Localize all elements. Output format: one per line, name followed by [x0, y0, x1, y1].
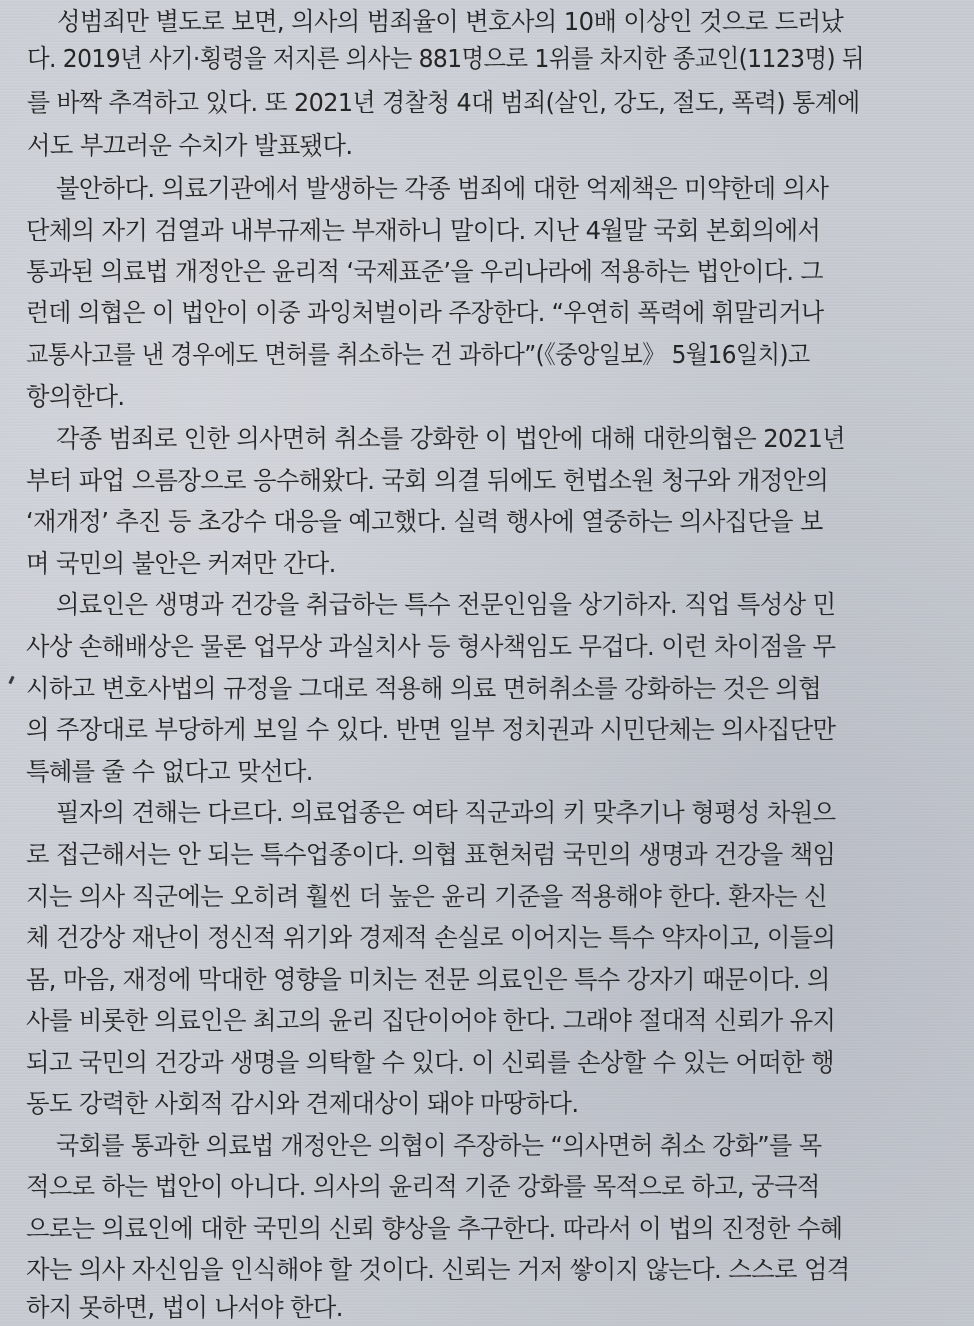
text-line: 사상 손해배상은 물론 업무상 과실치사 등 형사책임도 무겁다. 이런 차이점을 무: [26, 632, 836, 661]
text-line: 항의한다.: [26, 382, 125, 411]
text-line: 사를 비롯한 의료인은 최고의 윤리 집단이어야 한다. 그래야 절대적 신뢰가 유지: [26, 1006, 836, 1035]
text-line: 의료인은 생명과 건강을 취급하는 특수 전문인임을 상기하자. 직업 특성상 민: [56, 590, 836, 619]
text-line: 단체의 자기 검열과 내부규제는 부재하니 말이다. 지난 4월말 국회 본회의에서: [26, 216, 821, 245]
text-line: 동도 강력한 사회적 감시와 견제대상이 돼야 마땅하다.: [26, 1089, 579, 1118]
text-line: 자는 의사 자신임을 인식해야 할 것이다. 신뢰는 거저 쌓이지 않는다. 스스로 엄격: [26, 1255, 850, 1284]
text-line: 으로는 의료인에 대한 국민의 신뢰 향상을 추구한다. 따라서 이 법의 진정한 수혜: [26, 1214, 843, 1243]
text-line: 의 주장대로 부당하게 보일 수 있다. 반면 일부 정치권과 시민단체는 의사집단만: [26, 715, 836, 744]
text-line: 체 건강상 재난이 정신적 위기와 경제적 손실로 이어지는 특수 약자이고, 이들의: [26, 923, 836, 952]
text-line: 특혜를 줄 수 없다고 맞선다.: [26, 757, 313, 786]
text-line: 불안하다. 의료기관에서 발생하는 각종 범죄에 대한 억제책은 미약한데 의사: [56, 174, 829, 203]
text-line: 하지 못하면, 법이 나서야 한다.: [26, 1293, 343, 1322]
text-line: 시하고 변호사법의 규정을 그대로 적용해 의료 면허취소를 강화하는 것은 의협: [26, 674, 822, 703]
text-line: 며 국민의 불안은 커져만 간다.: [26, 549, 336, 578]
text-line: 지는 의사 직군에는 오히려 훨씬 더 높은 윤리 기준을 적용해야 한다. 환자는 신: [26, 882, 827, 911]
text-line: 런데 의협은 이 법안이 이중 과잉처벌이라 주장한다. “우연히 폭력에 휘말리거나: [26, 298, 824, 327]
text-line: ‘재개정’ 추진 등 초강수 대응을 예고했다. 실력 행사에 열중하는 의사집단을 보: [26, 507, 823, 536]
text-line: 부터 파업 으름장으로 응수해왔다. 국회 의결 뒤에도 헌법소원 청구와 개정안의: [26, 466, 829, 495]
text-line: 를 바짝 추격하고 있다. 또 2021년 경찰청 4대 범죄(살인, 강도, 절도, 폭력) 통계에: [27, 88, 860, 117]
text-line: 되고 국민의 건강과 생명을 의탁할 수 있다. 이 신뢰를 손상할 수 있는 어떠한 행: [26, 1048, 834, 1077]
text-line: 국회를 통과한 의료법 개정안은 의협이 주장하는 “의사면허 취소 강화”를 목: [56, 1131, 822, 1160]
text-line: 몸, 마음, 재정에 막대한 영향을 미치는 전문 의료인은 특수 강자기 때문이다. 의: [26, 965, 830, 994]
text-line: 각종 범죄로 인한 의사면허 취소를 강화한 이 법안에 대해 대한의협은 2021년: [56, 424, 846, 453]
text-line: 로 접근해서는 안 되는 특수업종이다. 의협 표현처럼 국민의 생명과 건강을 책임: [26, 840, 836, 869]
text-line: 필자의 견해는 다르다. 의료업종은 여타 직군과의 키 맞추기나 형평성 차원으: [56, 798, 836, 827]
text-line: 적으로 하는 법안이 아니다. 의사의 윤리적 기준 강화를 목적으로 하고, 궁극적: [26, 1172, 820, 1201]
text-line: 통과된 의료법 개정안은 윤리적 ‘국제표준’을 우리나라에 적용하는 법안이다. 그: [26, 257, 823, 286]
text-line: 서도 부끄러운 수치가 발표됐다.: [27, 131, 353, 160]
text-line: 성범죄만 별도로 보면, 의사의 범죄율이 변호사의 10배 이상인 것으로 드러났: [57, 7, 844, 36]
text-line: 교통사고를 낸 경우에도 면허를 취소하는 건 과하다”(《중앙일보》 5월16일치)고: [26, 340, 810, 369]
text-line: 다. 2019년 사기·횡령을 저지른 의사는 881명으로 1위를 차지한 종교인(1123명) 뒤: [27, 44, 864, 73]
